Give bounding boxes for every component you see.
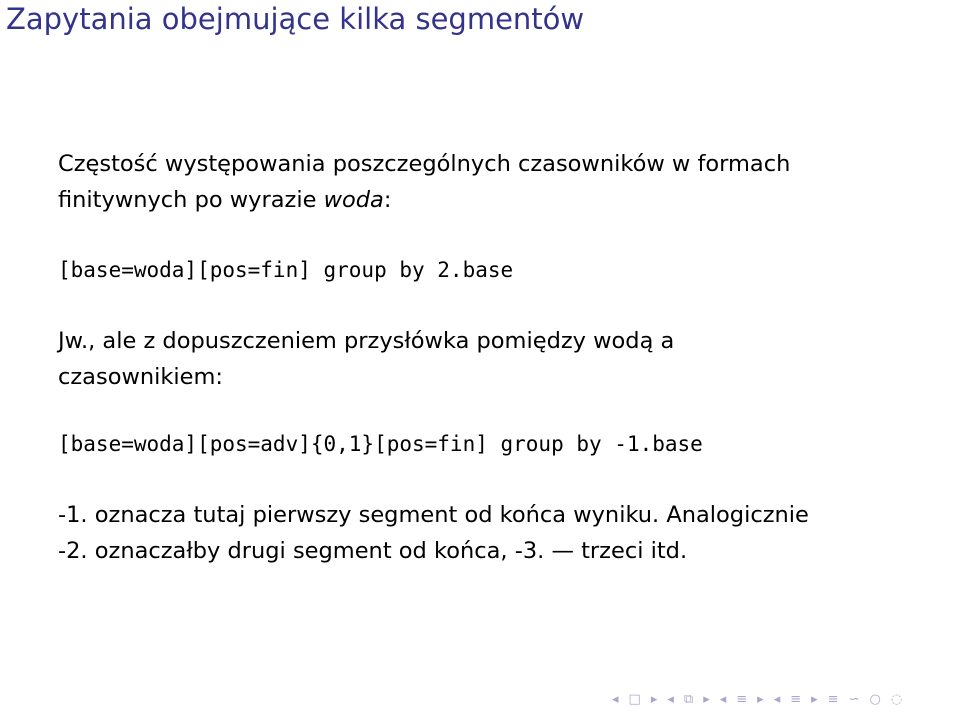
intro-line-2 [58, 182, 938, 218]
zoom-icon[interactable]: ○ [869, 692, 881, 707]
intro-paragraph [58, 146, 938, 218]
subsection-prev-arrow-icon[interactable]: ◂ [667, 692, 674, 707]
document-next-arrow-icon[interactable]: ▸ [811, 692, 818, 707]
section-next-arrow-icon[interactable]: ▸ [757, 692, 764, 707]
beamer-navigation-bar [612, 692, 902, 707]
explanation-paragraph [58, 497, 938, 569]
subsection-icon[interactable]: ⧉ [683, 692, 694, 707]
adverb-line-1: Jw., ale z dopuszczeniem przysłówka pomiędzy wodą a [58, 328, 675, 354]
search-icon[interactable]: ∽ [848, 692, 860, 707]
intro-line-2-colon: : [383, 187, 392, 213]
intro-line-2-text: finitywnych po wyrazie [58, 187, 324, 213]
section-icon[interactable]: ≡ [736, 692, 748, 707]
frame-icon[interactable]: □ [628, 692, 641, 707]
adverb-line-2: czasownikiem: [58, 364, 223, 390]
explanation-line-1: -1. oznacza tutaj pierwszy segment od końca wyniku. Analogicznie [58, 502, 809, 528]
intro-emphasis-woda: woda [323, 187, 384, 213]
query-2-code: [base=woda][pos=adv]{0,1}[pos=fin] group by -1.base [58, 432, 703, 456]
frame-next-arrow-icon[interactable]: ▸ [650, 692, 658, 707]
align-icon[interactable]: ≡ [827, 692, 839, 707]
query-1-code: [base=woda][pos=fin] group by 2.base [58, 258, 514, 282]
frame-prev-arrow-icon[interactable]: ◂ [612, 692, 619, 707]
explanation-line-2: -2. oznaczałby drugi segment od końca, -3. — trzeci itd. [58, 538, 688, 564]
intro-line-1: Częstość występowania poszczególnych czasowników w formach [58, 151, 791, 177]
adverb-paragraph [58, 323, 938, 395]
document-prev-arrow-icon[interactable]: ◂ [773, 692, 781, 707]
section-prev-arrow-icon[interactable]: ◂ [719, 692, 727, 707]
subsection-next-arrow-icon[interactable]: ▸ [703, 692, 710, 707]
slide-title: Zapytania obejmujące kilka segmentów [6, 2, 585, 36]
fit-icon[interactable]: ◌ [890, 692, 903, 707]
document-icon[interactable]: ≡ [790, 692, 802, 707]
